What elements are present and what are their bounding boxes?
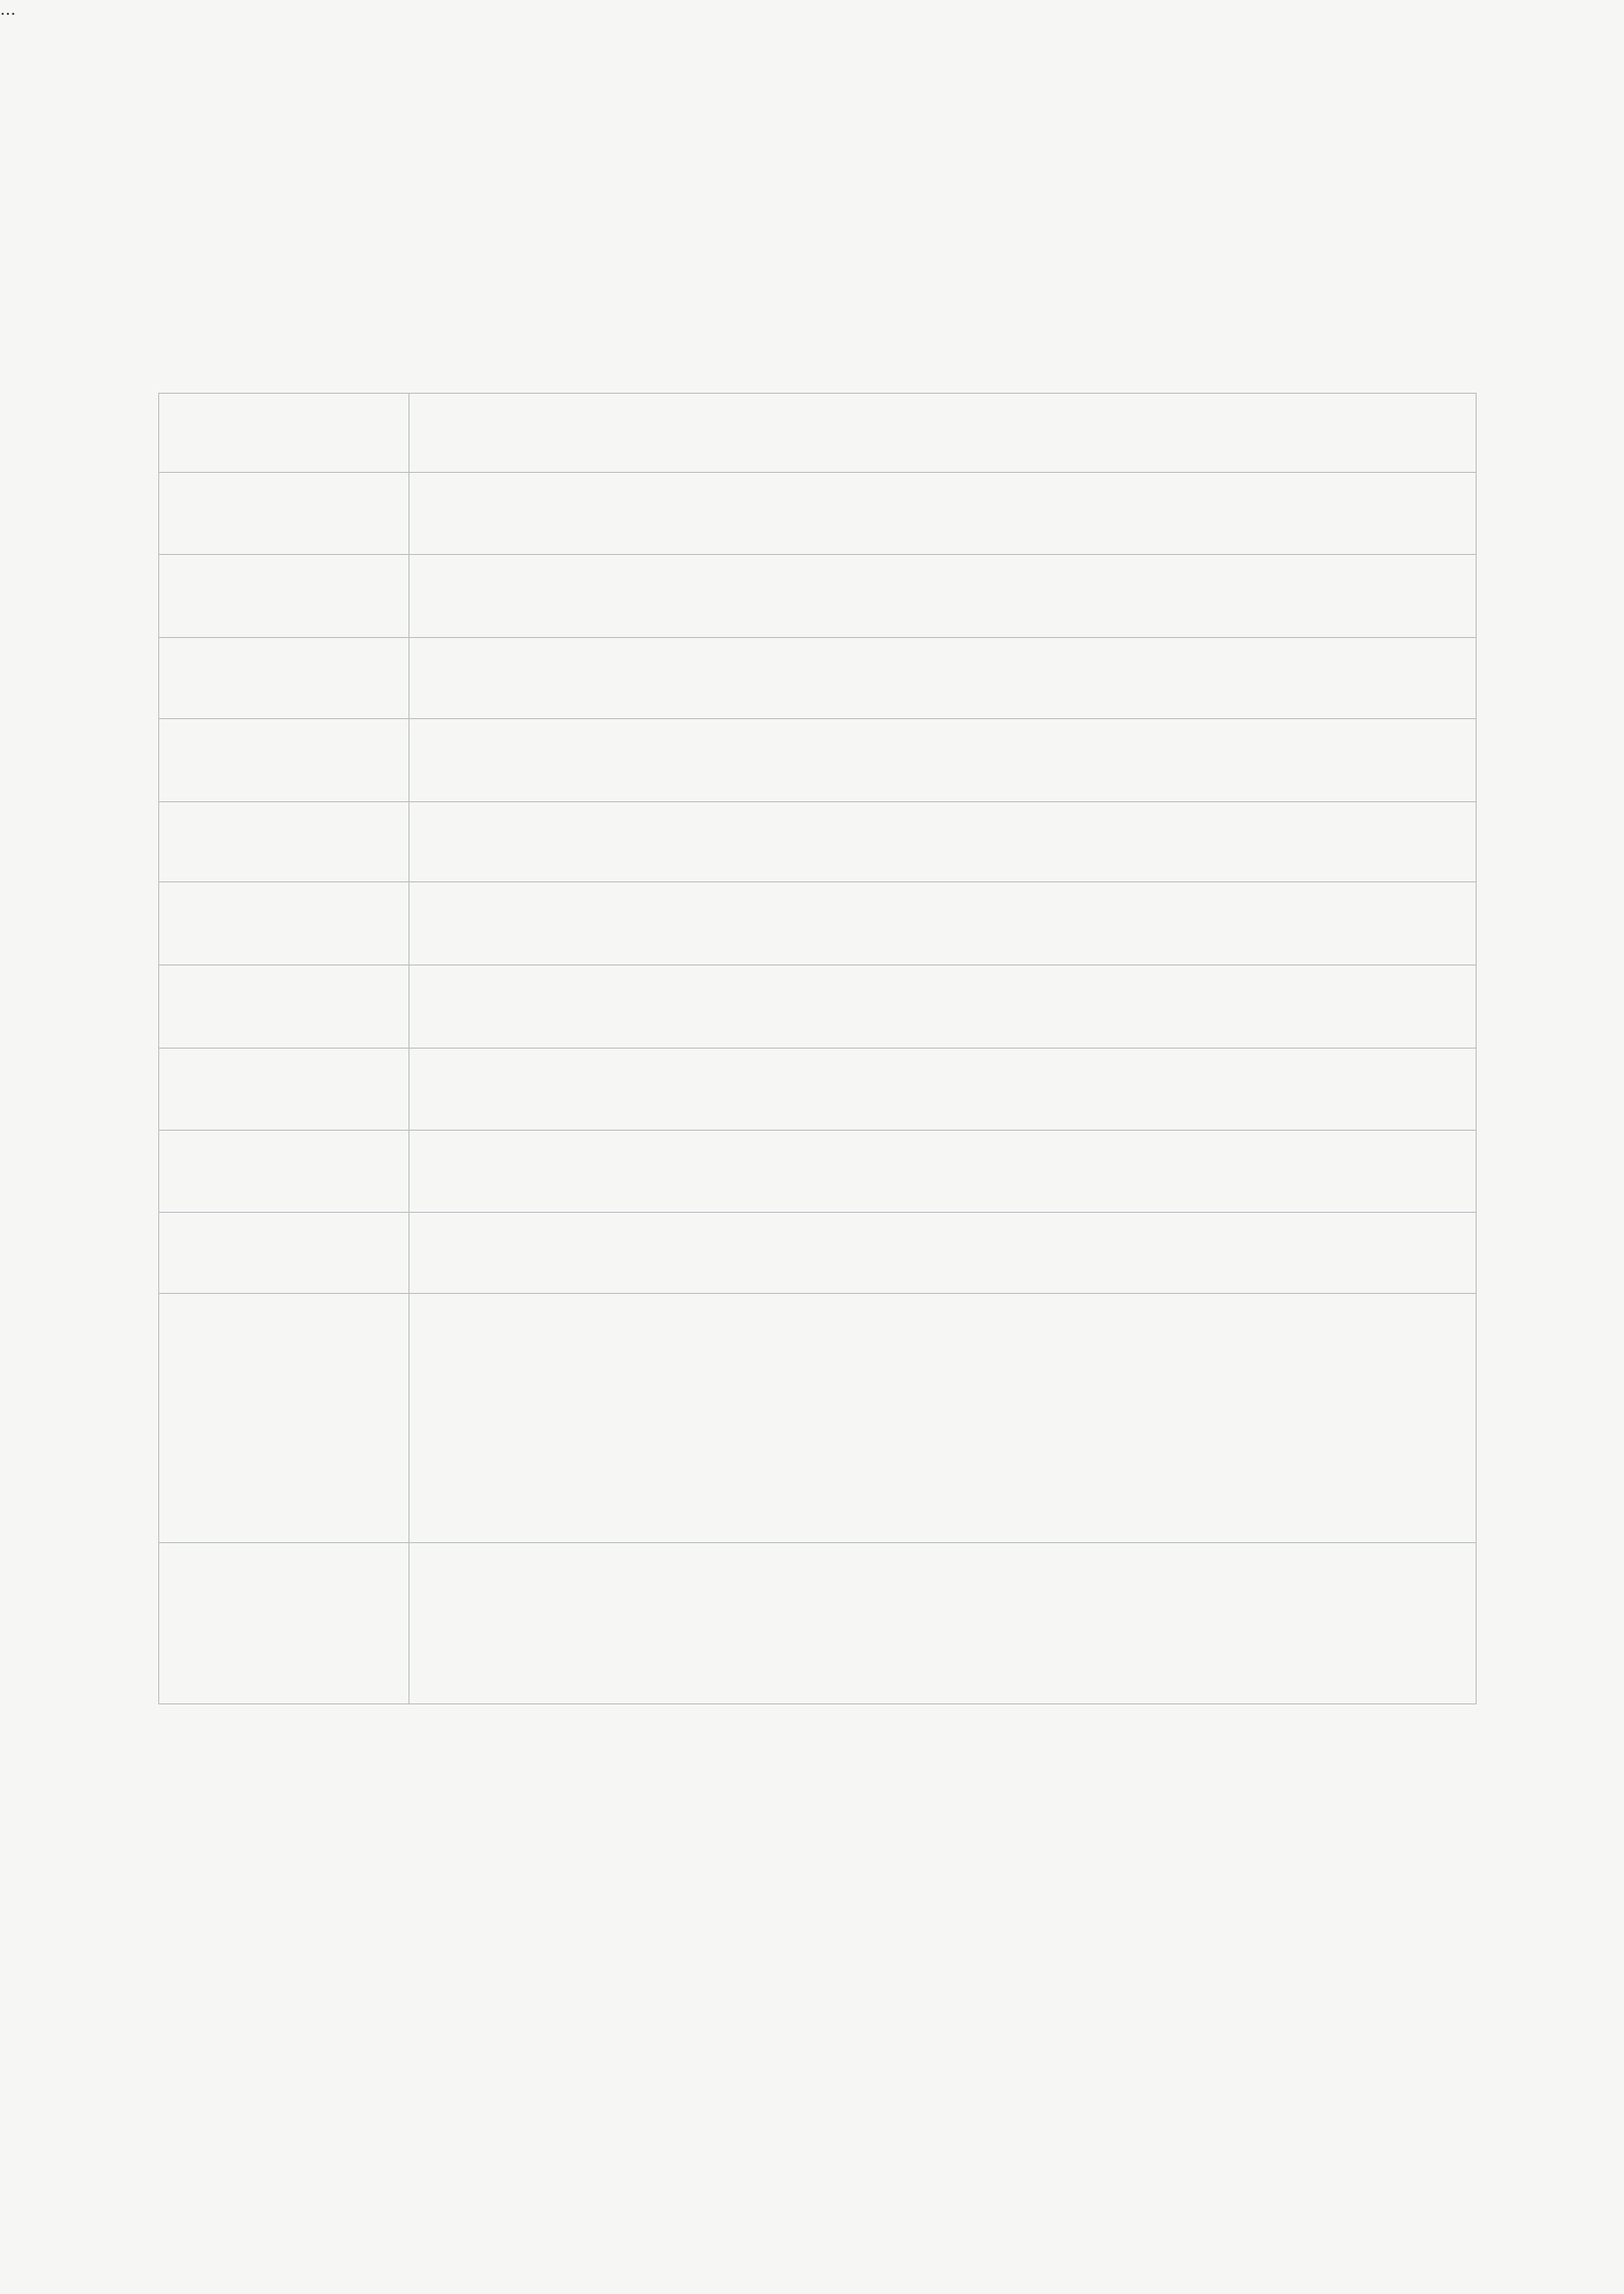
field-label [159,638,409,719]
field-label [159,802,409,882]
field-value-agent [409,719,1477,802]
field-value-intended-use [409,1131,1477,1213]
table-row-product-description [159,1049,1477,1131]
table-row-registered-address [159,555,1477,638]
field-label [159,882,409,965]
field-value-registered-address [409,555,1477,638]
field-label [159,555,409,638]
field-label [159,394,409,473]
field-value-changes [409,1543,1477,1704]
field-value-model-spec [409,965,1477,1049]
field-value-product-name [409,882,1477,965]
table-row-filing-unit-date [159,1294,1477,1543]
table-row-agent [159,719,1477,802]
field-label [159,1294,409,1543]
table-row-filer-name [159,394,1477,473]
document-page: … [0,0,1624,2294]
field-label [159,719,409,802]
field-label [159,965,409,1049]
table-row-org-code [159,473,1477,555]
field-value-filer-name [409,394,1477,473]
table-row-changes [159,1543,1477,1704]
field-value-remarks [409,1213,1477,1294]
table-row-product-name [159,882,1477,965]
field-label [159,1213,409,1294]
field-value-production-address [409,638,1477,719]
field-label [159,1049,409,1131]
table-row-intended-use [159,1131,1477,1213]
field-label [159,1131,409,1213]
field-label [159,1543,409,1704]
filing-info-table [158,393,1477,1704]
table-row-remarks [159,1213,1477,1294]
field-value-org-code [409,473,1477,555]
table-row-production-address [159,638,1477,719]
field-label [159,473,409,555]
field-value-filing [409,1294,1477,1543]
field-value-product-description [409,1049,1477,1131]
record-number [1364,346,1382,374]
field-value-agent-address [409,802,1477,882]
table-row-model-spec [159,965,1477,1049]
table-row-agent-address [159,802,1477,882]
